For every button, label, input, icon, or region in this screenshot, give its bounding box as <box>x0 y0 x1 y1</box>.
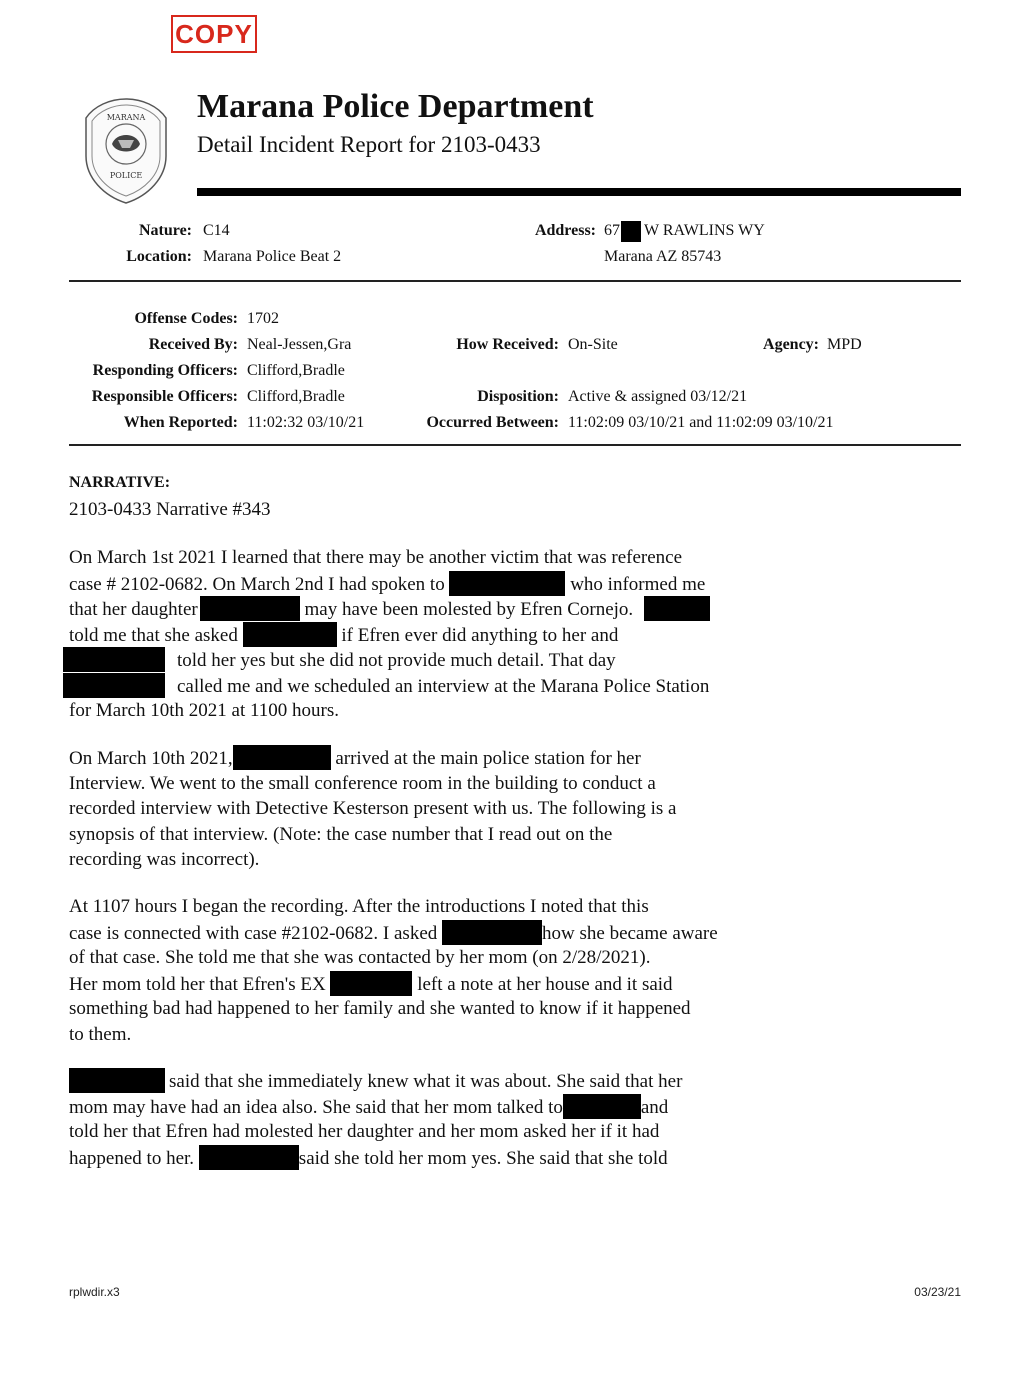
responsible-officers-label: Responsible Officers: <box>91 388 238 405</box>
footer-form-id: rplwdir.x3 <box>69 1285 120 1299</box>
redaction-box <box>69 1068 165 1093</box>
redaction-box <box>243 622 337 647</box>
redaction-box <box>233 745 331 770</box>
narrative-text: to them. <box>69 1023 132 1045</box>
redaction-box <box>200 596 300 621</box>
redaction-box <box>442 920 542 945</box>
nature-value: C14 <box>203 222 230 239</box>
seal-top-text: MARANA <box>106 113 146 122</box>
disposition-value: Active & assigned 03/12/21 <box>568 388 748 405</box>
responding-officers-label: Responding Officers: <box>92 362 238 379</box>
narrative-text: that her daughter <box>69 599 198 620</box>
narrative-text: On March 1st 2021 I learned that there may be another victim that was reference <box>69 547 683 568</box>
nature-label: Nature: <box>138 222 192 239</box>
narrative-text: recorded interview with Detective Kesterson present with us. The following is a <box>69 798 677 819</box>
occurred-between-value: 11:02:09 03/10/21 and 11:02:09 03/10/21 <box>568 414 834 431</box>
redaction-box <box>449 571 565 596</box>
occurred-between-label: Occurred Between: <box>426 414 559 431</box>
when-reported-label: When Reported: <box>123 414 238 431</box>
redaction-box <box>621 221 641 242</box>
narrative-text: At 1107 hours I began the recording. After the introductions I noted that this <box>69 896 649 917</box>
report-subtitle: Detail Incident Report for 2103-0433 <box>197 132 541 157</box>
narrative-text: Interview. We went to the small conference room in the building to conduct a <box>69 772 656 794</box>
section-divider <box>69 444 961 446</box>
redaction-box <box>199 1145 299 1170</box>
received-by-label: Received By: <box>148 336 238 353</box>
responding-officers-value: Clifford,Bradle <box>247 362 345 379</box>
narrative-text: mom may have had an idea also. She said that her mom talked to <box>69 1096 563 1118</box>
offense-codes-value: 1702 <box>247 310 279 327</box>
address-city: Marana AZ 85743 <box>604 248 722 265</box>
header-divider <box>197 188 961 196</box>
location-label: Location: <box>126 248 192 265</box>
address-label: Address: <box>534 222 596 239</box>
narrative-text: Her mom told her that Efren's EX <box>69 973 326 995</box>
section-divider <box>69 280 961 282</box>
narrative-text: recording was incorrect). <box>69 849 260 870</box>
redaction-box <box>330 971 412 996</box>
narrative-text: told her that Efren had molested her daughter and her mom asked her if it had <box>69 1121 660 1142</box>
narrative-text: happened to her. <box>69 1147 195 1169</box>
department-title: Marana Police Department <box>197 88 594 125</box>
footer-date: 03/23/21 <box>914 1285 961 1299</box>
disposition-label: Disposition: <box>477 388 559 405</box>
narrative-text: left a note at her house and it said <box>417 973 673 995</box>
how-received-label: How Received: <box>456 336 559 353</box>
agency-value: MPD <box>827 336 862 353</box>
narrative-paragraph <box>69 1068 682 1170</box>
address-prefix: 67 <box>604 222 620 239</box>
copy-stamp: COPY <box>171 15 257 53</box>
redaction-box <box>563 1094 641 1119</box>
location-value: Marana Police Beat 2 <box>203 248 342 265</box>
narrative-text: and <box>640 1096 669 1118</box>
how-received-value: On-Site <box>568 336 618 353</box>
narrative-number: 2103-0433 Narrative #343 <box>69 499 271 520</box>
responsible-officers-value: Clifford,Bradle <box>247 388 345 405</box>
address-street: W RAWLINS WY <box>644 222 765 239</box>
narrative-text: how she became aware <box>542 922 718 944</box>
narrative-text: told her yes but she did not provide much detail. That day <box>177 650 616 671</box>
narrative-text: told me that she asked <box>69 624 238 646</box>
received-by-value: Neal-Jessen,Gra <box>247 336 352 353</box>
redaction-box <box>63 647 165 672</box>
narrative-text: case # 2102-0682. On March 2nd I had spoken to <box>69 573 445 595</box>
narrative-text: called me and we scheduled an interview at the Marana Police Station <box>177 675 710 697</box>
police-badge-icon <box>82 96 170 206</box>
narrative-text: case is connected with case #2102-0682. I asked <box>69 922 438 944</box>
narrative-paragraph <box>69 894 718 1047</box>
agency-label: Agency: <box>763 336 819 353</box>
redaction-box <box>644 596 710 621</box>
narrative-text: synopsis of that interview. (Note: the case number that I read out on the <box>69 823 613 845</box>
narrative-text: On March 10th 2021, <box>69 748 233 769</box>
seal-bottom-text: POLICE <box>109 171 143 180</box>
narrative-text: may have been molested by Efren Cornejo. <box>304 599 634 620</box>
narrative-text: for March 10th 2021 at 1100 hours. <box>69 700 339 721</box>
narrative-text: who informed me <box>570 573 706 595</box>
narrative-text: said she told her mom yes. She said that she told <box>298 1147 668 1169</box>
when-reported-value: 11:02:32 03/10/21 <box>247 414 365 431</box>
narrative-paragraph <box>69 545 710 724</box>
narrative-text: if Efren ever did anything to her and <box>341 624 619 646</box>
narrative-heading: NARRATIVE: <box>69 474 171 491</box>
redaction-box <box>63 673 165 698</box>
narrative-text: of that case. She told me that she was contacted by her mom (on 2/28/2021). <box>69 947 651 968</box>
narrative-text: something bad had happened to her family and she wanted to know if it happened <box>69 998 691 1019</box>
narrative-paragraph <box>69 745 676 873</box>
narrative-text: said that she immediately knew what it was about. She said that her <box>169 1071 683 1092</box>
offense-codes-label: Offense Codes: <box>134 310 238 327</box>
narrative-text: arrived at the main police station for her <box>335 748 641 769</box>
